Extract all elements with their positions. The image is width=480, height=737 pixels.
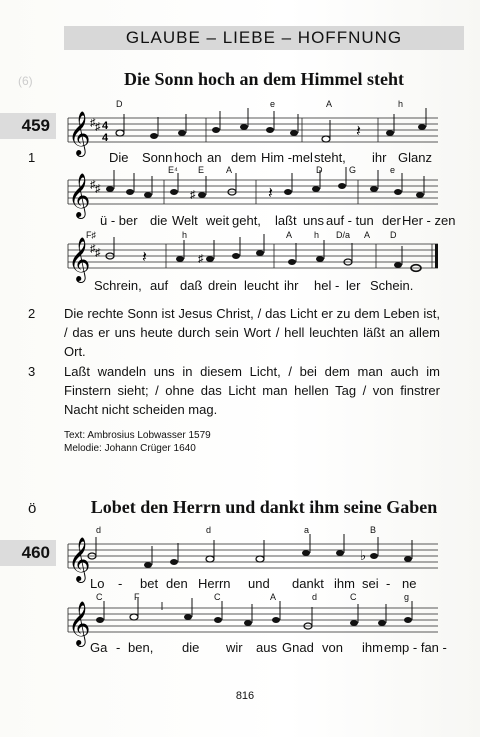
lyrics-line-460-1 (64, 576, 442, 592)
chord: e (390, 165, 396, 175)
chord: B (370, 525, 377, 535)
syllable: auf - tun (326, 213, 374, 228)
syllable: dem (231, 150, 257, 165)
syllable: Lo (90, 576, 105, 591)
syllable: hoch (174, 150, 203, 165)
lyrics-line-460-2 (64, 640, 447, 656)
chord: C (350, 592, 357, 602)
text-credit: Text: Ambrosius Lobwasser 1579 (64, 430, 211, 441)
syllable: Herrn (198, 576, 231, 591)
sharp-icon: ♯ (198, 253, 204, 265)
syllable: ben, (128, 640, 154, 655)
song-460-number: 460 (0, 540, 56, 566)
syllable: Die (109, 150, 129, 165)
chord: G (349, 165, 357, 175)
syllable: bet (140, 576, 159, 591)
chord: g (404, 592, 410, 602)
quarter-rest-icon: 𝄽 (356, 123, 361, 140)
syllable: auf (150, 278, 169, 293)
quarter-rest-icon: 𝄽 (142, 249, 147, 266)
chord: h (398, 99, 404, 109)
syllable: Him - (261, 150, 293, 165)
syllable: ne (402, 576, 417, 591)
sharp-icon: ♯ (90, 179, 96, 191)
page-number: 816 (235, 690, 255, 702)
lyrics-line-3 (64, 278, 442, 294)
chord: d (206, 525, 212, 535)
stanza-3-text: Laßt wandeln uns in diesem Licht, / bei dem man auch im Finstern sieht; / ohne das Licht man hellen Tag / von finstrer Nacht nicht scheiden mag. (64, 364, 440, 417)
syllable: hel - (314, 278, 340, 293)
syllable: ihm (362, 640, 383, 655)
syllable: ler (346, 278, 361, 293)
treble-clef-icon: 𝄞 (68, 111, 91, 155)
chord: D (316, 165, 323, 175)
stanza-2-text: Die rechte Sonn ist Jesus Christ, / das Licht er zu dem Leben ist, / das er uns heute durch sein Wort / hell leuchten läßt an allem Ort. (64, 306, 440, 359)
syllable: die (182, 640, 200, 655)
stanza-2-number: 2 (28, 306, 36, 321)
svg-text:4: 4 (102, 132, 109, 144)
treble-clef-icon: 𝄞 (68, 173, 91, 217)
syllable: ü - ber (100, 213, 138, 228)
syllable: von (322, 640, 343, 655)
section-header: GLAUBE – LIEBE – HOFFNUNG (125, 28, 403, 47)
syllable: mel (292, 150, 313, 165)
chord: A (226, 165, 233, 175)
chord: E (198, 165, 205, 175)
song-459-number: 459 (0, 113, 56, 139)
syllable: drein (208, 278, 237, 293)
syllable: leucht (244, 278, 279, 293)
chord: d (96, 525, 102, 535)
syllable: Schein. (370, 278, 414, 293)
syllable: weit (206, 213, 230, 228)
syllable: steht, (314, 150, 346, 165)
syllable: sei (362, 576, 379, 591)
syllable: ihr (284, 278, 299, 293)
syllable: Glanz (398, 150, 432, 165)
chord: F (134, 592, 140, 602)
bleed-through-mark: (6) (18, 74, 33, 88)
sharp-icon: ♯ (90, 243, 96, 255)
chord: A (326, 99, 333, 109)
chord: a (304, 525, 310, 535)
syllable: geht, (232, 213, 261, 228)
sharp-icon: ♯ (95, 247, 101, 259)
syllable: der (382, 213, 401, 228)
flat-icon: ♭ (360, 548, 367, 563)
syllable: aus (256, 640, 277, 655)
final-barline (435, 244, 438, 268)
lyrics-line-2 (64, 213, 456, 229)
syllable: Gnad (282, 640, 314, 655)
chord: A (364, 230, 371, 240)
chord: h (182, 230, 188, 240)
syllable: Her - zen (402, 213, 456, 228)
chord: h (314, 230, 320, 240)
chord: A (286, 230, 293, 240)
syllable: ihr (372, 150, 387, 165)
syllable: - (386, 576, 391, 591)
syllable: und (248, 576, 270, 591)
sharp-icon: ♯ (95, 121, 101, 133)
sharp-icon: ♯ (190, 189, 196, 201)
syllable: ihm (334, 576, 355, 591)
syllable: uns (303, 213, 324, 228)
stanza-1-number: 1 (28, 150, 36, 165)
syllable: - (118, 576, 123, 591)
chord: F♯ (86, 230, 96, 240)
treble-clef-icon: 𝄞 (68, 601, 91, 645)
sharp-icon: ♯ (95, 183, 101, 195)
lyrics-line-1 (64, 150, 442, 166)
song-460-mark: ö (28, 500, 37, 517)
chord: A (270, 592, 277, 602)
chord: D/a (336, 230, 351, 240)
chord: C (96, 592, 103, 602)
syllable: Sonn (142, 150, 173, 165)
chord: D (390, 230, 397, 240)
chord: e (270, 99, 276, 109)
syllable: an (207, 150, 222, 165)
chord: d (312, 592, 318, 602)
treble-clef-icon: 𝄞 (68, 537, 91, 581)
stanza-3-number: 3 (28, 364, 36, 379)
syllable: Ga (90, 640, 108, 655)
syllable: Welt (172, 213, 198, 228)
svg-text:4: 4 (102, 120, 109, 132)
syllable: die (150, 213, 168, 228)
syllable: wir (226, 640, 243, 655)
syllable: dankt (292, 576, 324, 591)
song-460-title: Lobet den Herrn und dankt ihm seine Gaben (90, 497, 438, 517)
melody-credit: Melodie: Johann Crüger 1640 (64, 443, 196, 454)
syllable: Schrein, (94, 278, 142, 293)
syllable: laßt (275, 213, 297, 228)
syllable: daß (180, 278, 203, 293)
chord: C (214, 592, 221, 602)
sharp-icon: ♯ (90, 117, 96, 129)
syllable: den (166, 576, 188, 591)
syllable: emp - fan - (384, 640, 447, 655)
chord: E⁴ (168, 165, 178, 175)
treble-clef-icon: 𝄞 (68, 237, 91, 281)
song-459-credits (64, 429, 211, 455)
song-459-title: Die Sonn hoch an dem Himmel steht (123, 69, 404, 89)
chord: D (116, 99, 123, 109)
syllable: - (116, 640, 121, 655)
quarter-rest-icon: 𝄽 (268, 185, 273, 202)
